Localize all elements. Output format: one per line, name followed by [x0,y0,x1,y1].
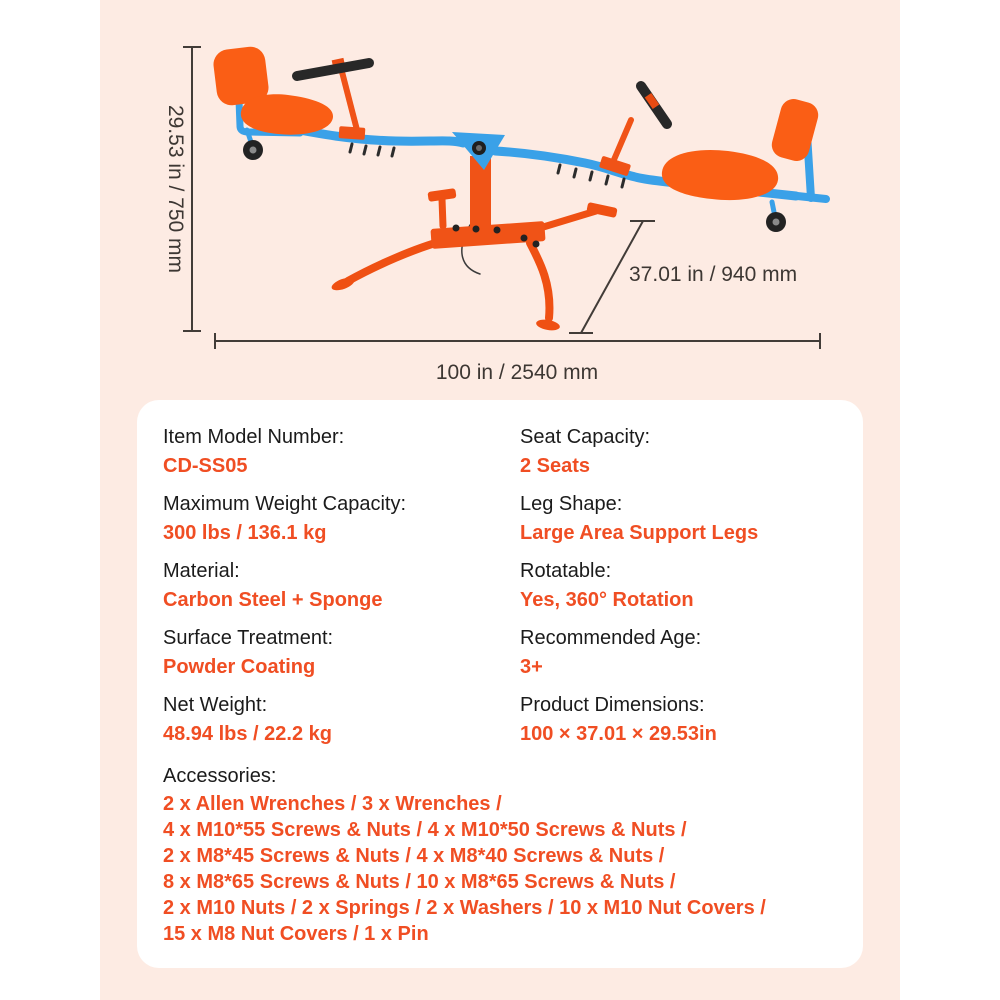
spec-pair [163,691,520,749]
height-dimension-label: 29.53 in / 750 mm [164,104,187,274]
spec-label: Item Model Number: [163,426,345,448]
spec-label: Recommended Age: [520,627,702,649]
spec-grid [163,423,837,758]
spec-pair [520,624,837,682]
base-bolt [494,227,501,234]
spec-label: Net Weight: [163,694,268,716]
spec-pair [163,557,520,615]
spec-pair [520,557,837,615]
right-handle-stem [613,120,631,162]
spec-value: Large Area Support Legs [520,522,759,544]
accessories-section [163,762,837,947]
far-left-foot [427,188,456,202]
spec-value: CD-SS05 [163,455,248,477]
spec-pair [520,691,837,749]
base-bolt [533,241,540,248]
right-caster-hub [773,219,780,226]
accessories-label: Accessories: [163,765,277,787]
spec-value: 100 × 37.01 × 29.53in [520,723,717,745]
right-backrest [769,96,821,164]
spec-label: Surface Treatment: [163,627,334,649]
spec-pair [163,490,520,548]
left-handle-clamp [339,126,366,140]
left-handlebar-grip [297,63,369,76]
spec-label: Maximum Weight Capacity: [163,493,407,515]
spec-pair [163,423,520,481]
spec-pair [520,490,837,548]
spec-label: Rotatable: [520,560,612,582]
near-left-leg [348,240,446,281]
left-caster-hub [250,147,257,154]
base-bolt [473,226,480,233]
spec-value: 2 Seats [520,455,591,477]
left-seat-cushion [241,94,333,134]
product-dimension-diagram [100,0,900,400]
spec-label: Product Dimensions: [520,694,705,716]
spec-column-right [520,423,837,758]
spec-label: Leg Shape: [520,493,623,515]
seesaw-illustration [212,45,826,332]
far-right-leg [540,211,596,228]
near-right-leg [530,243,549,318]
base-bolt [453,225,460,232]
spec-value: 3+ [520,656,543,678]
accessories-line: 8 x M8*65 Screws & Nuts / 10 x M8*65 Screws & Nuts / [163,871,676,893]
far-left-leg [442,199,443,226]
spec-value: Yes, 360° Rotation [520,589,694,611]
spec-value: 300 lbs / 136.1 kg [163,522,327,544]
spec-column-left [163,423,520,758]
accessories-line: 2 x Allen Wrenches / 3 x Wrenches / [163,793,502,815]
spec-pair [163,624,520,682]
spec-card [137,400,863,968]
spec-value: Carbon Steel + Sponge [163,589,383,611]
spec-label: Material: [163,560,240,582]
spec-label: Seat Capacity: [520,426,651,448]
spec-value: Powder Coating [163,656,316,678]
depth-dimension-label: 37.01 in / 940 mm [629,263,798,286]
right-seat-base [778,194,826,199]
right-caster-fork [772,202,774,212]
support-column [470,156,491,230]
accessories-line: 4 x M10*55 Screws & Nuts / 4 x M10*50 Screws & Nuts / [163,819,687,841]
accessories-line: 2 x M10 Nuts / 2 x Springs / 2 x Washers / 10 x M10 Nut Covers / [163,897,766,919]
width-dimension-label: 100 in / 2540 mm [435,361,599,384]
accessories-line: 2 x M8*45 Screws & Nuts / 4 x M8*40 Screws & Nuts / [163,845,665,867]
near-right-foot [535,318,560,332]
base-bolt [521,235,528,242]
spec-pair [520,423,837,481]
left-handle-stem [341,68,357,130]
accessories-line: 15 x M8 Nut Covers / 1 x Pin [163,923,429,945]
width-dimension-line [215,333,820,349]
spec-value: 48.94 lbs / 22.2 kg [163,723,332,745]
pivot-bearing-hub [476,145,482,151]
right-seat-cushion [662,150,778,200]
